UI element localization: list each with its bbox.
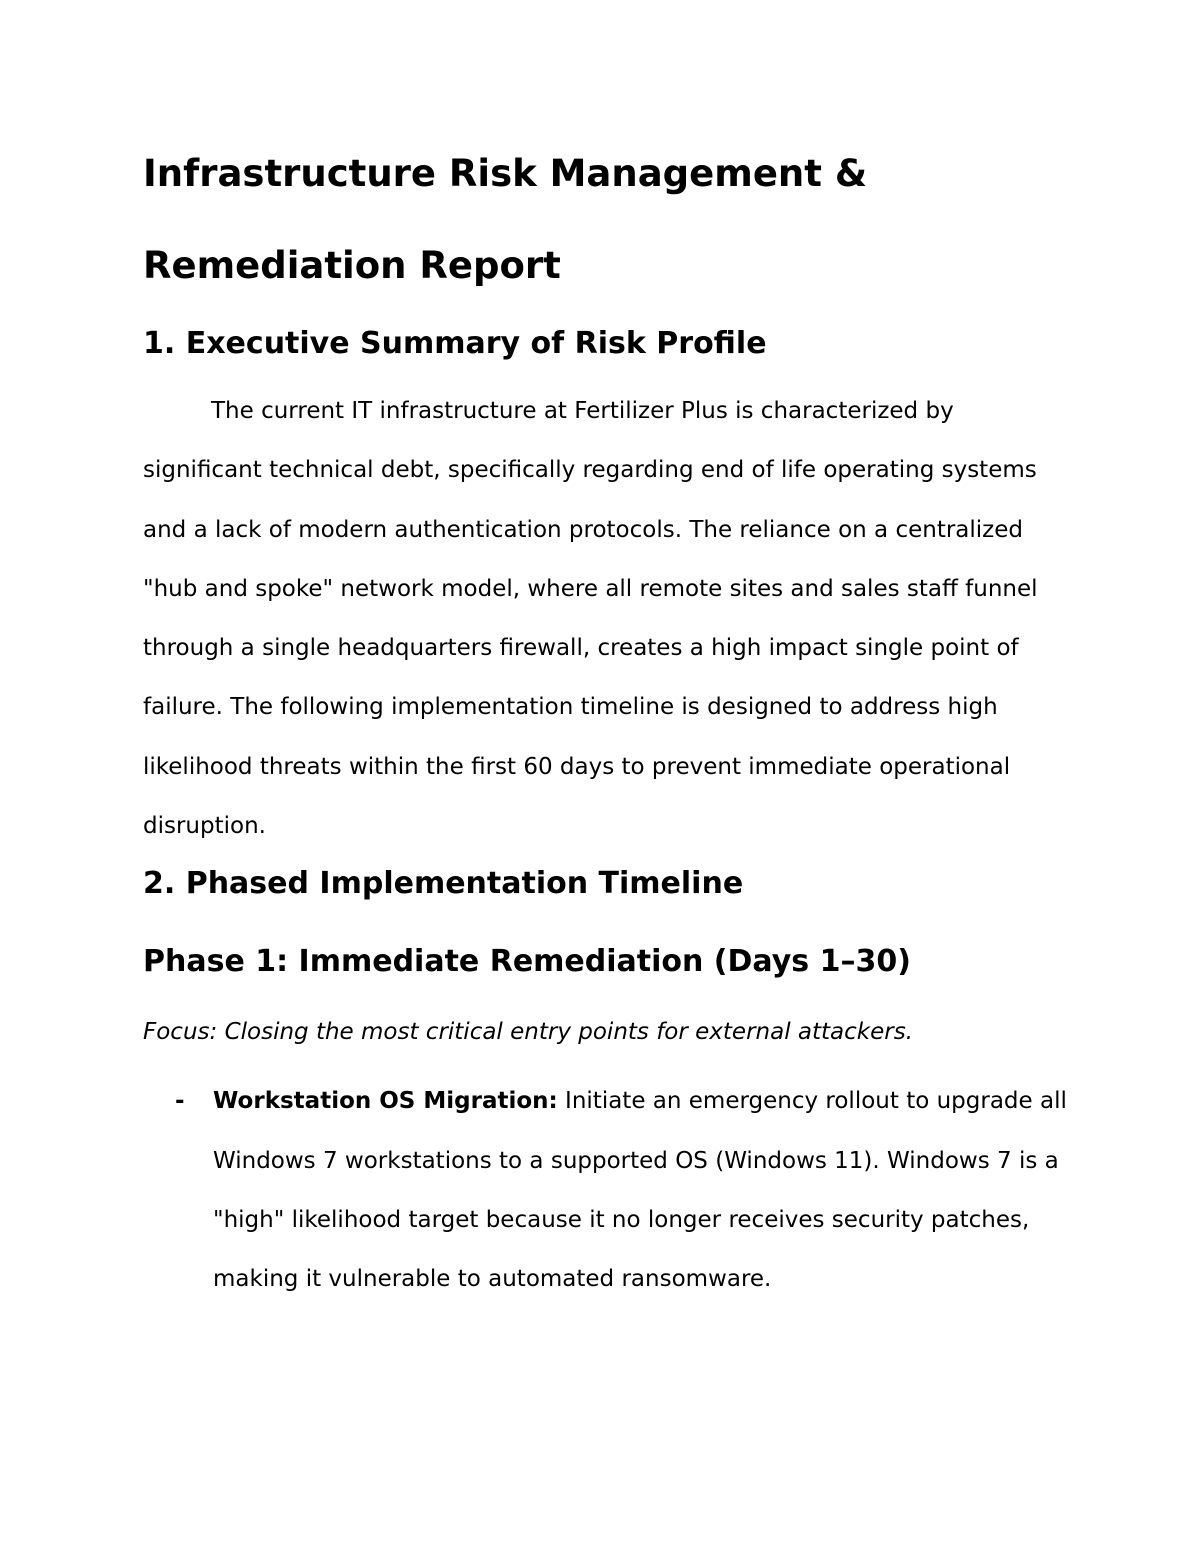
document-body [143, 128, 1073, 1310]
phase-1-focus: Focus: Closing the most critical entry points for external attackers. [143, 1019, 913, 1046]
title-line-1: Infrastructure Risk Management & [143, 152, 868, 195]
phase-1-heading: Phase 1: Immediate Remediation (Days 1–30) [143, 944, 911, 980]
section-heading-executive-summary: 1. Executive Summary of Risk Profile [143, 326, 767, 361]
document-title [143, 128, 1073, 312]
bullet-text: Initiate an emergency rollout to upgrade all Windows 7 workstations to a supported OS (Windows 11). Windows 7 is a "high" likelihood target because it no longer receives security patches, making it vulnerable to automated ransomware. [213, 1088, 1067, 1293]
list-item [143, 1072, 1073, 1309]
executive-summary-paragraph: The current IT infrastructure at Fertilizer Plus is characterized by significant technical debt, specifically regarding end of life operating systems and a lack of modern authentication protocols. The reliance on a centralized "hub and spoke" network model, where all remote sites and sales staff funnel through a single headquarters firewall, creates a high impact single point of failure. The following implementation timeline is designed to address high likelihood threats within the first 60 days to prevent immediate operational disruption. [143, 398, 1038, 840]
bullet-label: Workstation OS Migration: [213, 1088, 558, 1115]
section-heading-timeline: 2. Phased Implementation Timeline [143, 866, 744, 902]
phase-1-bullet-list [143, 1072, 1073, 1309]
title-line-2: Remediation Report [143, 244, 561, 287]
bullet-dash-icon: - [175, 1088, 185, 1115]
